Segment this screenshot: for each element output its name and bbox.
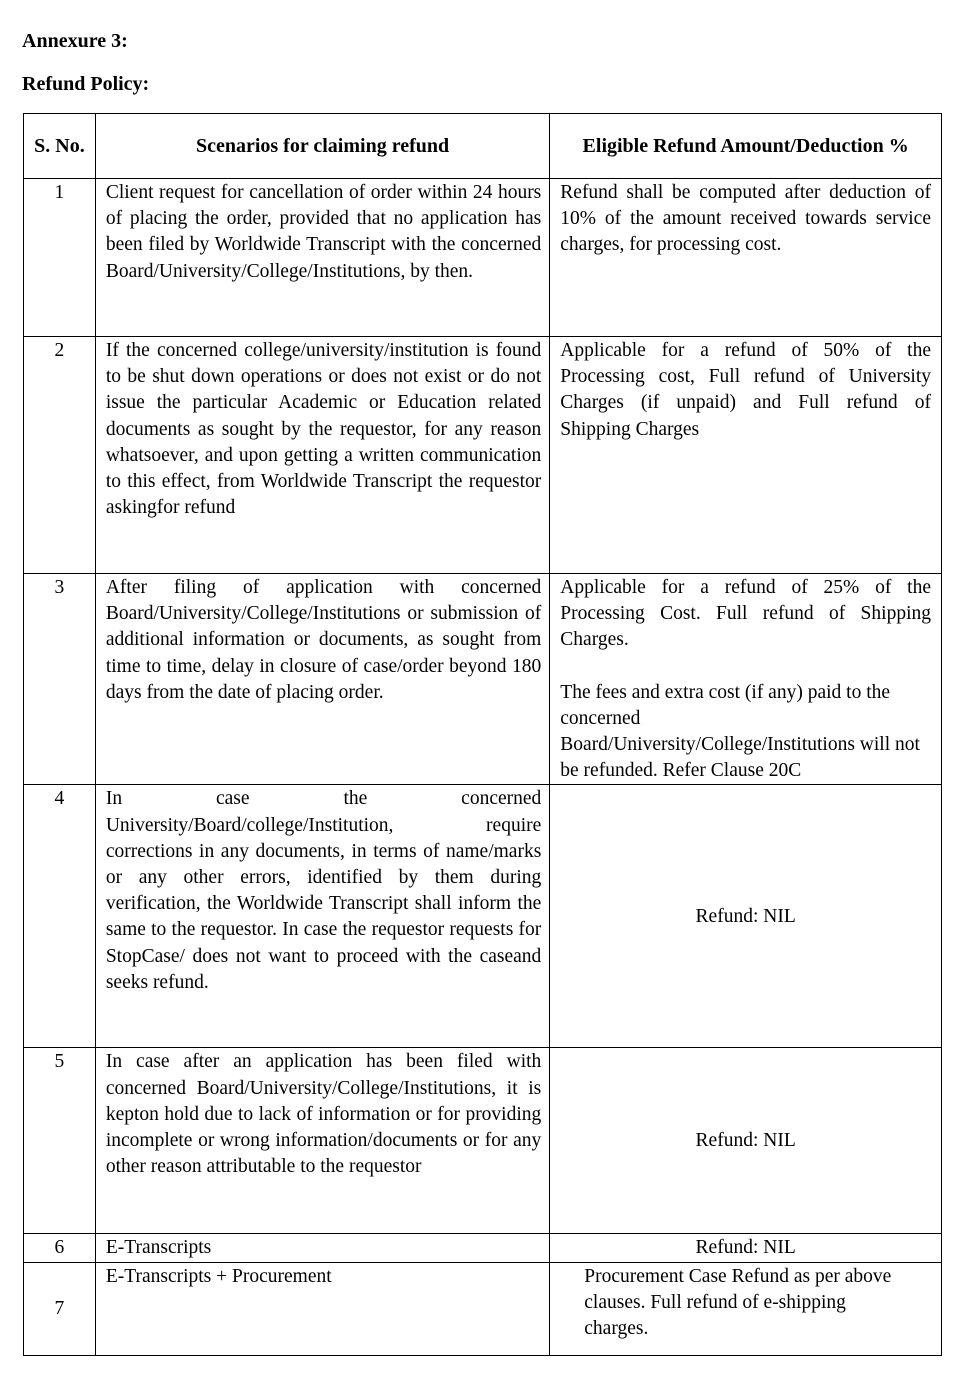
table-row <box>24 1262 942 1355</box>
header-sno: S. No. <box>24 114 96 179</box>
row-scenario: E-Transcripts + Procurement <box>95 1262 549 1355</box>
row-eligible: Refund: NIL <box>550 1234 942 1262</box>
row-scenario: In case after an application has been filed with concerned Board/University/College/Institutions, it is kepton hold due to lack of information or for providing incomplete or wrong information/documents or for any other reason attributable to the requestor <box>95 1048 549 1234</box>
row-eligible: Applicable for a refund of 50% of the Processing cost, Full refund of University Charges (if unpaid) and Full refund of Shipping Charges <box>550 337 942 574</box>
row-sno: 2 <box>24 337 96 574</box>
row-eligible-cell <box>550 574 942 785</box>
row-eligible: Procurement Case Refund as per above clauses. Full refund of e-shipping charges. <box>550 1262 942 1355</box>
table-row <box>24 1234 942 1262</box>
row-eligible: Applicable for a refund of 25% of the Processing Cost. Full refund of Shipping Charges. <box>560 577 931 651</box>
row-eligible: Refund shall be computed after deduction of 10% of the amount received towards service charges, for processing cost. <box>550 179 942 337</box>
row-scenario: E-Transcripts <box>95 1234 549 1262</box>
row-sno: 5 <box>24 1048 96 1234</box>
row-sno: 6 <box>24 1234 96 1262</box>
row-sno: 3 <box>24 574 96 785</box>
row-eligible: Refund: NIL <box>550 1048 942 1234</box>
row-eligible: Refund: NIL <box>550 785 942 1048</box>
row-scenario: In case the concerned University/Board/college/Institution, require corrections in any documents, in terms of name/marks or any other errors, identified by them during verification, the Worldwide Transcript shall inform the same to the requestor. In case the requestor requests for StopCase/ does not want to proceed with the caseand seeks refund. <box>95 785 549 1048</box>
row-eligible-note: The fees and extra cost (if any) paid to the concerned Board/University/College/Institutions will not be refunded. Refer Clause 20C <box>560 681 920 782</box>
section-title: Refund Policy: <box>22 73 150 95</box>
header-eligible: Eligible Refund Amount/Deduction % <box>550 114 942 179</box>
table-row <box>24 179 942 337</box>
header-scenario: Scenarios for claiming refund <box>95 114 549 179</box>
row-scenario: After filing of application with concerned Board/University/College/Institutions or submission of additional information or documents, as sought from time to time, delay in closure of case/order beyond 180 days from the date of placing order. <box>95 574 549 785</box>
table-row <box>24 337 942 574</box>
annexure-title: Annexure 3: <box>22 30 128 52</box>
table-row <box>24 574 942 785</box>
row-sno: 1 <box>24 179 96 337</box>
refund-policy-table <box>23 113 942 1356</box>
table-row <box>24 785 942 1048</box>
table-row <box>24 1048 942 1234</box>
row-scenario: Client request for cancellation of order within 24 hours of placing the order, provided that no application has been filed by Worldwide Transcript with the concerned Board/University/College/Institutions, by then. <box>95 179 549 337</box>
table-header-row <box>24 114 942 179</box>
row-sno: 4 <box>24 785 96 1048</box>
row-sno: 7 <box>24 1262 96 1355</box>
row-scenario: If the concerned college/university/institution is found to be shut down operations or does not exist or do not issue the particular Academic or Education related documents as sought by the requestor, for any reason whatsoever, and upon getting a written communication to this effect, from Worldwide Transcript the requestor askingfor refund <box>95 337 549 574</box>
